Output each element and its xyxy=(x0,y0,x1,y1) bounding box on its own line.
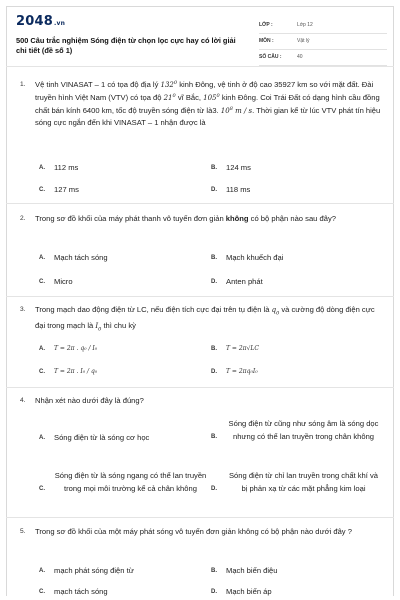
text-segment: thì chu kỳ xyxy=(101,321,136,331)
question-number: 1. xyxy=(20,81,26,88)
emphasis-text: không xyxy=(225,214,249,223)
option-text: Mạch tách sóng xyxy=(54,253,108,262)
option-letter: B. xyxy=(211,434,217,440)
degree-value: $132^0$ xyxy=(160,80,178,89)
info-value: Vật lý xyxy=(297,38,310,44)
option-text: 112 ms xyxy=(54,163,79,172)
logo-text: 2048 xyxy=(16,14,53,29)
math-text: 21 xyxy=(163,93,173,102)
math-text: 132 xyxy=(160,81,174,89)
option-d[interactable] xyxy=(211,184,381,197)
question-divider xyxy=(6,387,394,388)
option-letter: D. xyxy=(211,589,217,595)
option-b[interactable] xyxy=(211,343,381,356)
text-segment: có bộ phận nào sau đây? xyxy=(248,214,336,223)
option-text: Anten phát xyxy=(226,277,263,286)
option-c[interactable] xyxy=(39,184,189,197)
option-letter: A. xyxy=(39,568,45,574)
question-text xyxy=(35,213,382,226)
info-row-count xyxy=(259,52,387,66)
document-header xyxy=(14,12,386,62)
option-letter: D. xyxy=(211,369,217,375)
option-letter: D. xyxy=(211,486,217,492)
text-segment: Trong mạch dao động điện từ LC, nếu điện tích cực đại trên tụ điện là xyxy=(35,305,272,314)
option-formula: T = 2π . q₀ / I₀ xyxy=(54,345,98,352)
option-formula: T = 2π√LC xyxy=(226,345,260,352)
question-1 xyxy=(20,79,382,130)
option-text: Sóng điện từ là sóng ngang có thể lan truyền trong mọi môi trường kể cả chân không xyxy=(54,471,207,493)
option-letter: B. xyxy=(211,568,217,574)
document-title: 500 Câu trắc nghiệm Sóng điện từ chọn lọc cực hay có lời giải chi tiết (đề số 1) xyxy=(16,36,236,55)
question-2 xyxy=(20,213,382,226)
option-formula: T = 2πq₀I₀ xyxy=(226,368,258,375)
option-letter: C. xyxy=(39,279,45,285)
question-4 xyxy=(20,395,382,408)
option-b[interactable] xyxy=(211,565,381,578)
question-divider xyxy=(6,296,394,297)
option-b[interactable] xyxy=(211,252,381,265)
option-letter: A. xyxy=(39,255,45,261)
option-text: Mạch biến áp xyxy=(226,587,272,596)
option-a[interactable] xyxy=(39,565,189,578)
option-letter: C. xyxy=(39,589,45,595)
math-text: q xyxy=(271,306,277,314)
question-5 xyxy=(20,526,382,539)
info-label: MÔN : xyxy=(259,38,274,44)
option-letter: B. xyxy=(211,255,217,261)
info-row-class xyxy=(259,20,387,34)
option-letter: C. xyxy=(39,369,45,375)
info-box xyxy=(259,20,387,68)
subscript: 0 xyxy=(276,310,280,317)
option-letter: D. xyxy=(211,279,217,285)
option-letter: B. xyxy=(211,346,217,352)
text-segment: kinh Đông. Coi Trái Đất có dạng hình cầu đồng chất bán kính 6400 km, tốc độ truyền sóng điện từ là3. xyxy=(35,92,380,115)
header-divider xyxy=(6,66,394,67)
option-c[interactable] xyxy=(39,586,189,599)
option-letter: C. xyxy=(39,486,45,492)
info-row-subject xyxy=(259,36,387,50)
math-text: I xyxy=(95,322,99,331)
option-d[interactable] xyxy=(211,366,381,379)
text-segment: Vệ tinh VINASAT – 1 có tọa độ địa lý xyxy=(35,80,161,89)
option-text: mạch tách sóng xyxy=(54,587,108,596)
info-value: Lớp 12 xyxy=(297,22,313,28)
info-label: LỚP : xyxy=(259,22,273,28)
degree-value: $21^0$ xyxy=(163,92,176,102)
text-segment: kinh Đông, vệ tinh ở độ cao 35927 km so với mặt đất. Đài truyền hình Việt Nam (VTV) có tọa độ xyxy=(35,80,374,102)
option-letter: A. xyxy=(39,346,45,352)
question-text: Trong sơ đồ khối của một máy phát sóng vô tuyến đơn giản không có bộ phận nào dưới đây ? xyxy=(35,527,352,536)
question-text: Nhận xét nào dưới đây là đúng? xyxy=(35,396,144,405)
option-d[interactable] xyxy=(211,586,381,599)
option-letter: A. xyxy=(39,165,45,171)
option-c[interactable] xyxy=(39,470,207,496)
option-a[interactable] xyxy=(39,252,189,265)
question-3 xyxy=(20,304,382,336)
option-d[interactable] xyxy=(211,276,381,289)
option-letter: A. xyxy=(39,435,45,441)
text-segment: Trong sơ đồ khối của máy phát thanh vô tuyến đơn giản xyxy=(35,214,226,223)
option-formula: T = 2π . I₀ / q₀ xyxy=(54,368,98,375)
option-text: mạch phát sóng điện từ xyxy=(54,566,134,575)
text-segment: . Thời gian kể từ lúc VTV phát tín hiệu sóng cực ngắn đến khi VINASAT – 1 nhận được là xyxy=(35,105,381,128)
option-text: Micro xyxy=(54,277,73,286)
speed-value xyxy=(221,107,252,115)
exponent: 8 xyxy=(229,105,233,112)
math-text: 10 xyxy=(220,106,230,115)
subscript: 0 xyxy=(98,326,102,333)
math-text: 105 xyxy=(203,93,217,102)
option-c[interactable] xyxy=(39,366,189,379)
option-text: Mạch khuếch đại xyxy=(226,253,284,262)
option-text: 118 ms xyxy=(226,185,251,194)
site-logo[interactable] xyxy=(16,14,65,29)
option-letter: B. xyxy=(211,165,217,171)
option-d[interactable] xyxy=(211,470,381,496)
question-number: 2. xyxy=(20,215,26,222)
option-b[interactable] xyxy=(211,162,381,175)
question-divider xyxy=(6,203,394,204)
text-segment: và cường độ dòng điện cực đại trong mạch là xyxy=(35,305,375,331)
question-divider xyxy=(6,517,394,518)
option-text: 127 ms xyxy=(54,185,79,194)
degree-value: $105^0$ xyxy=(203,92,220,102)
option-text: Mạch biến điệu xyxy=(226,566,278,575)
question-number: 4. xyxy=(20,397,26,404)
option-text: Sóng điện từ chỉ lan truyền trong chất khí và bị phản xạ từ các mặt phẳng kim loại xyxy=(228,471,379,493)
info-label: SỐ CÂU : xyxy=(259,54,282,60)
option-letter: D. xyxy=(211,187,217,193)
question-number: 3. xyxy=(20,306,26,313)
question-text xyxy=(35,304,382,336)
info-value: 40 xyxy=(297,54,303,60)
question-text xyxy=(35,79,382,130)
option-b[interactable] xyxy=(211,418,381,444)
option-a[interactable] xyxy=(39,432,207,445)
option-c[interactable] xyxy=(39,276,189,289)
option-a[interactable] xyxy=(39,162,189,175)
option-text: 124 ms xyxy=(226,163,251,172)
option-text: Sóng điện từ là sóng cơ học xyxy=(54,433,150,442)
logo-suffix: .vn xyxy=(53,20,66,27)
option-letter: C. xyxy=(39,187,45,193)
option-text: Sóng điện từ cũng như sóng âm là sóng dọc nhưng có thể lan truyền trong chân không xyxy=(228,419,379,441)
option-a[interactable] xyxy=(39,343,189,356)
math-text: m / s xyxy=(232,106,253,115)
text-segment: vĩ Bắc, xyxy=(175,92,204,102)
question-number: 5. xyxy=(20,528,26,535)
